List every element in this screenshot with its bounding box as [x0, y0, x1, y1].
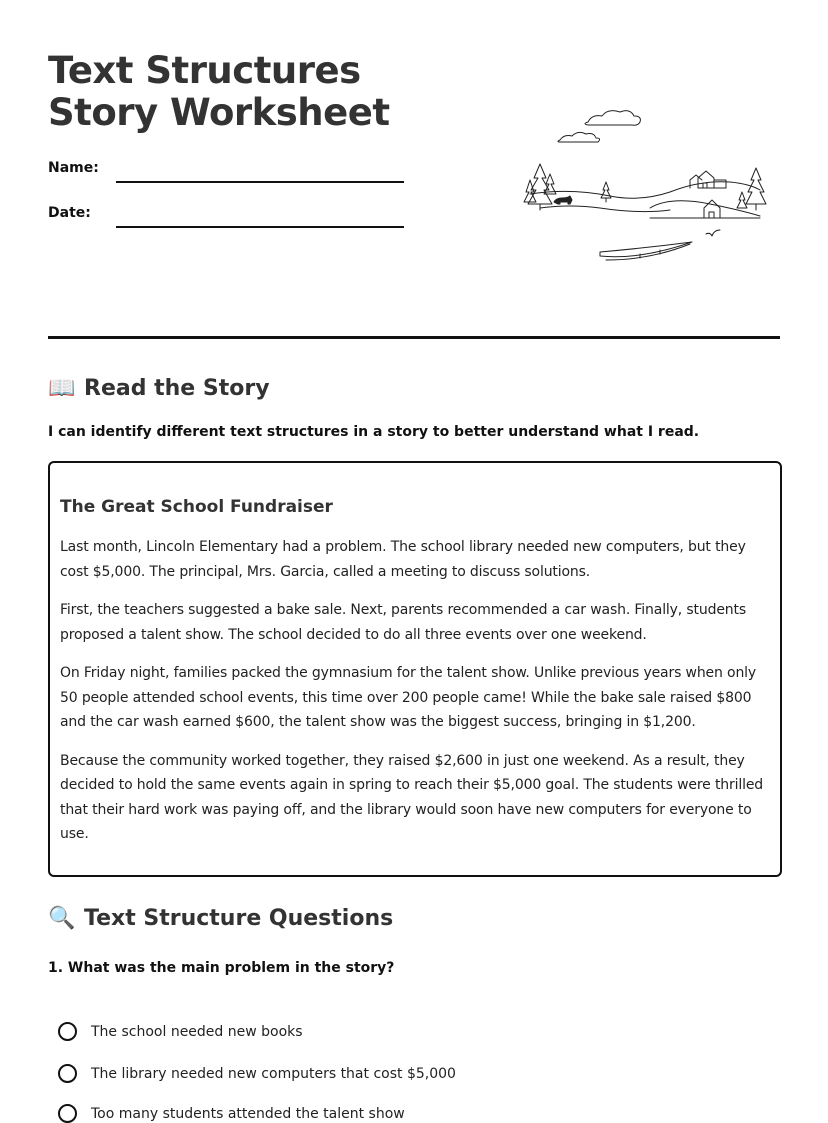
questions-section-heading — [48, 905, 393, 933]
story-paragraph: On Friday night, families packed the gymnasium for the talent show. Unlike previous years when only 50 people attended school events, this time over 200 people came! While the bake sale raised $800 and the car wash earned $600, the talent show was the biggest success, bringing in $1,200. — [60, 665, 757, 730]
lake-landscape-illustration — [520, 96, 770, 276]
radio-button[interactable] — [58, 1022, 77, 1041]
read-section-heading-text: Read the Story — [84, 376, 270, 401]
learning-objective: I can identify different text structures in a story to better understand what I read. — [48, 424, 700, 440]
name-field[interactable] — [116, 181, 404, 183]
option-label: The school needed new books — [91, 1023, 303, 1040]
story-paragraph: First, the teachers suggested a bake sale. Next, parents recommended a car wash. Finally, students proposed a talent show. The school decided to do all three events over one weekend. — [60, 602, 747, 643]
question-1-option-c[interactable] — [58, 1104, 405, 1123]
read-section-heading — [48, 375, 270, 403]
option-label: The library needed new computers that cost $5,000 — [91, 1065, 456, 1082]
open-book-icon: 📖 — [48, 376, 76, 401]
name-label: Name: — [48, 160, 99, 176]
story-title: The Great School Fundraiser — [60, 497, 333, 517]
question-1-option-a[interactable] — [58, 1022, 303, 1041]
date-field[interactable] — [116, 226, 404, 228]
question-1-option-b[interactable] — [58, 1064, 456, 1083]
date-label: Date: — [48, 205, 91, 221]
story-paragraph: Last month, Lincoln Elementary had a problem. The school library needed new computers, but they cost $5,000. The principal, Mrs. Garcia, called a meeting to discuss solutions. — [60, 539, 746, 580]
story-paragraph: Because the community worked together, they raised $2,600 in just one weekend. As a result, they decided to hold the same events again in spring to reach their $5,000 goal. The students were thrilled that their hard work was paying off, and the library would soon have new computers for everyone to use. — [60, 752, 764, 842]
worksheet-title: Text Structures Story Worksheet — [48, 49, 390, 134]
question-1: 1. What was the main problem in the story? — [48, 960, 395, 976]
radio-button[interactable] — [58, 1064, 77, 1083]
radio-button[interactable] — [58, 1104, 77, 1123]
magnifying-glass-icon: 🔍 — [48, 906, 76, 931]
story-box — [48, 461, 782, 877]
questions-section-heading-text: Text Structure Questions — [84, 906, 394, 931]
section-divider — [48, 336, 780, 339]
option-label: Too many students attended the talent show — [91, 1105, 405, 1122]
